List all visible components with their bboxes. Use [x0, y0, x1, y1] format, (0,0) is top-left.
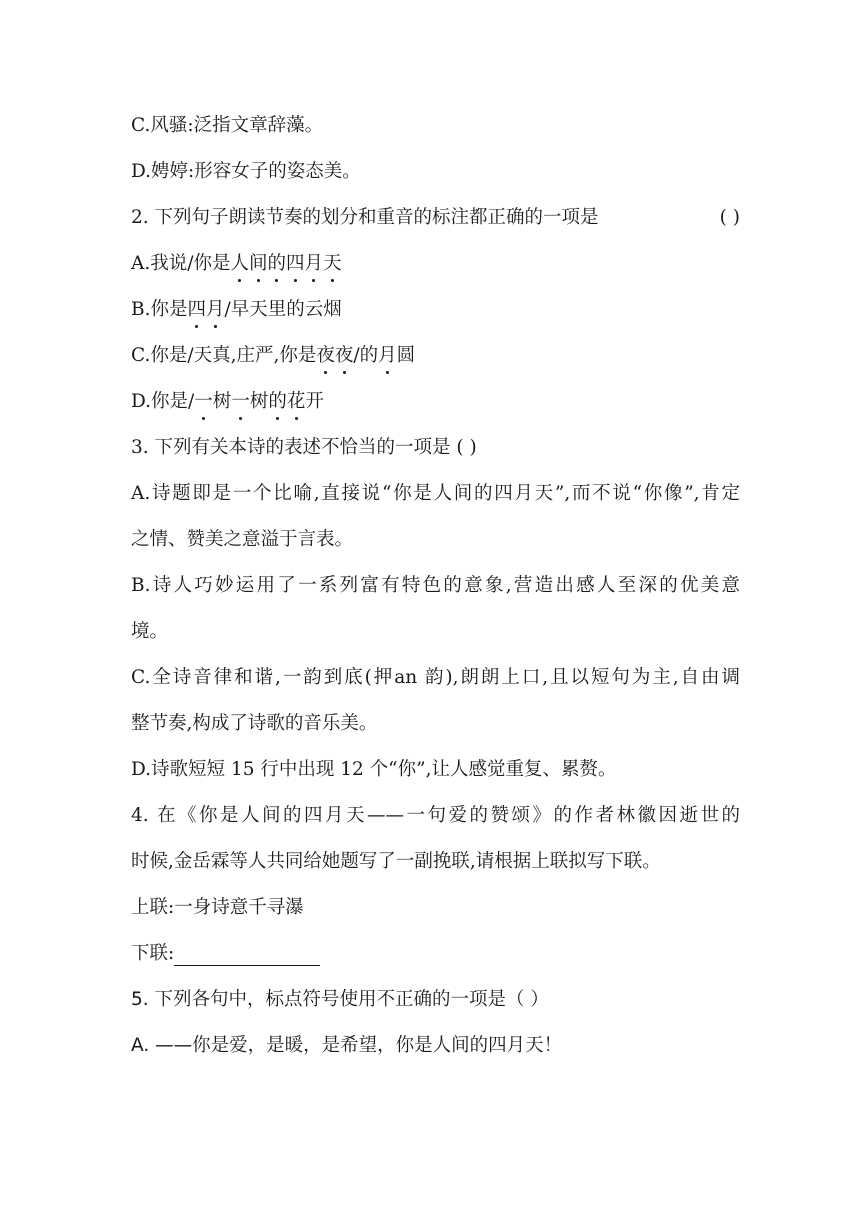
stress-char: 四 — [286, 253, 305, 274]
upper-couplet-label: 上联: — [131, 897, 175, 918]
question-3-option-a-line1: A.诗题即是一个比喻,直接说“你是人间的四月天”,而不说“你像”,肯定 — [131, 483, 740, 504]
stress-char: 的 — [268, 391, 287, 412]
question-2-option-c: C.你是/天真,庄严,你是夜夜/的月圆 — [131, 345, 416, 366]
lower-couplet — [131, 942, 740, 966]
stress-char: 花 — [286, 391, 306, 412]
stress-char: 夜 — [316, 345, 335, 366]
stress-char: 间 — [249, 253, 268, 274]
upper-couplet — [131, 896, 740, 920]
stress-char: 月 — [206, 299, 225, 320]
question-2-option-d: D.你是/一树一树的花开 — [131, 391, 324, 412]
stress-char: 天 — [323, 253, 342, 274]
question-2-stem — [131, 206, 740, 230]
stress-char: 夜 — [334, 345, 354, 366]
stress-char: 月 — [378, 345, 397, 366]
question-3-stem: 3. 下列有关本诗的表述不恰当的一项是 ( ) — [131, 437, 477, 458]
question-3-option-b-line1: B.诗人巧妙运用了一系列富有特色的意象,营造出感人至深的优美意 — [131, 575, 740, 596]
upper-couplet-text: 一身诗意千寻瀑 — [174, 897, 304, 918]
stress-char: 人 — [230, 253, 249, 274]
question-2-option-b: B.你是四月/早天里的云烟 — [131, 299, 342, 320]
stress-char: 月 — [304, 253, 324, 274]
question-3-option-a-line2: 之情、赞美之意溢于言表。 — [131, 529, 354, 550]
stress-char: 一 — [194, 391, 213, 412]
lower-couplet-label: 下联: — [131, 943, 175, 964]
answer-paren: ( ) — [719, 207, 740, 228]
question-5-stem: 5. 下列各句中，标点符号使用不正确的一项是（ ） — [131, 989, 549, 1010]
question-2-text: 2. 下列句子朗读节奏的划分和重音的标注都正确的一项是 — [131, 207, 599, 228]
question-4-line1: 4. 在《你是人间的四月天——一句爱的赞颂》的作者林徽因逝世的 — [131, 805, 740, 826]
stress-char: 一 — [231, 391, 250, 412]
question-3-option-d: D.诗歌短短 15 行中出现 12 个“你”,让人感觉重复、累赘。 — [131, 759, 617, 780]
question-4-line2: 时候,金岳霖等人共同给她题写了一副挽联,请根据上联拟写下联。 — [131, 851, 661, 872]
option-c-prev: C.风骚:泛指文章辞藻。 — [131, 115, 324, 136]
option-d-prev: D.娉婷:形容女子的姿态美。 — [131, 161, 361, 182]
question-5-option-a: A. ——你是爱，是暖，是希望，你是人间的四月天！ — [131, 1035, 563, 1056]
stress-char: 的 — [267, 253, 287, 274]
answer-blank[interactable] — [174, 945, 320, 966]
question-3-option-c-line2: 整节奏,构成了诗歌的音乐美。 — [131, 713, 378, 734]
question-3-option-c-line1: C.全诗音律和谐,一韵到底(押an 韵),朗朗上口,且以短句为主,自由调 — [131, 667, 740, 688]
stress-char: 四 — [187, 299, 206, 320]
question-3-option-b-line2: 境。 — [131, 621, 169, 642]
question-2-option-a: A.我说/你是人间的四月天 — [131, 253, 342, 274]
